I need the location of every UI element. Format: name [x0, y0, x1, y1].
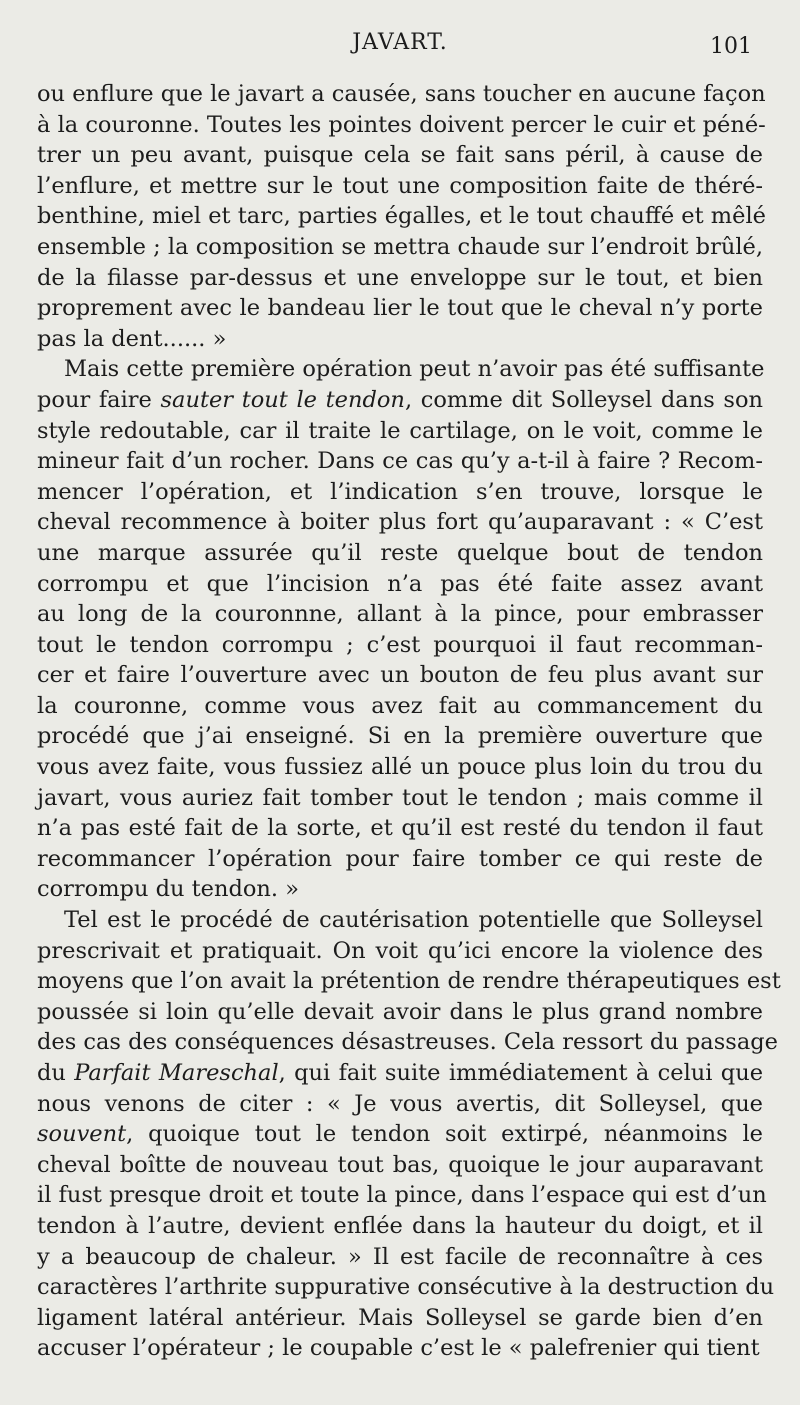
text-line: pas la dent...... »: [37, 325, 227, 352]
italic-text: Parfait Mareschal: [74, 1060, 279, 1086]
text-line: Tel est le procédé de cautérisation potentielle que Solleysel: [64, 907, 763, 934]
text-segment: pour faire: [37, 386, 161, 413]
text-line: vous avez faite, vous fussiez allé un pouce plus loin du trou du: [37, 754, 763, 781]
text-line: ou enflure que le javart a causée, sans toucher en aucune façon: [37, 81, 766, 107]
italic-text: sauter tout le tendon: [160, 386, 405, 413]
text-line: mencer l’opération, et l’indication s’en trouve, lorsque le: [37, 478, 763, 505]
text-line: [37, 1058, 763, 1089]
text-line: prescrivait et pratiquait. On voit qu’ici encore la violence des: [37, 937, 763, 964]
text-line: nous venons de citer : « Je vous avertis, dit Solleysel, que: [37, 1090, 763, 1117]
text-line: trer un peu avant, puisque cela se fait sans péril, à cause de: [37, 142, 763, 169]
page-header: [0, 30, 800, 64]
text-line: moyens que l’on avait la prétention de rendre thérapeutiques est: [37, 968, 781, 995]
text-line: ensemble ; la composition se mettra chaude sur l’endroit brûlé,: [37, 233, 763, 260]
text-line: y a beaucoup de chaleur. » Il est facile de reconnaître à ces: [37, 1243, 763, 1270]
italic-text: souvent: [37, 1121, 127, 1148]
text-line: poussée si loin qu’elle devait avoir dans le plus grand nombre: [37, 998, 763, 1025]
text-line: proprement avec le bandeau lier le tout que le cheval n’y porte: [37, 295, 763, 322]
text-line: tendon à l’autre, devient enflée dans la hauteur du doigt, et il: [37, 1212, 763, 1239]
text-line: style redoutable, car il traite le cartilage, on le voit, comme le: [37, 417, 763, 444]
text-line: de la filasse par-dessus et une enveloppe sur le tout, et bien: [37, 264, 763, 291]
text-segment: , qui fait suite immédiatement à celui que: [278, 1060, 764, 1086]
text-line: accuser l’opérateur ; le coupable c’est le « palefrenier qui tient: [37, 1335, 760, 1362]
text-line: ligament latéral antérieur. Mais Solleysel se garde bien d’en: [37, 1304, 763, 1331]
text-line: Mais cette première opération peut n’avoir pas été suffisante: [64, 356, 765, 383]
text-line: cheval boîtte de nouveau tout bas, quoique le jour auparavant: [37, 1151, 763, 1178]
text-line: cer et faire l’ouverture avec un bouton de feu plus avant sur: [37, 662, 763, 689]
running-title: JAVART.: [352, 30, 448, 55]
text-line: cheval recommence à boiter plus fort qu’auparavant : « C’est: [37, 509, 763, 536]
text-segment: du: [37, 1060, 75, 1086]
text-line: au long de la couronnne, allant à la pince, pour embrasser: [37, 601, 763, 628]
text-line: corrompu du tendon. »: [37, 876, 299, 903]
text-segment: , comme dit Solleysel dans son: [404, 386, 763, 413]
text-line: [37, 385, 763, 416]
text-line: tout le tendon corrompu ; c’est pourquoi il faut recomman-: [37, 631, 763, 658]
text-line: [37, 1119, 763, 1150]
text-line: corrompu et que l’incision n’a pas été faite assez avant: [37, 570, 763, 597]
text-line: à la couronne. Toutes les pointes doivent percer le cuir et péné-: [37, 111, 766, 138]
text-line: une marque assurée qu’il reste quelque bout de tendon: [37, 539, 763, 566]
text-line: la couronne, comme vous avez fait au commancement du: [37, 692, 763, 719]
text-line: des cas des conséquences désastreuses. Cela ressort du passage: [37, 1029, 778, 1056]
text-line: caractères l’arthrite suppurative consécutive à la destruction du: [37, 1274, 775, 1301]
text-line: n’a pas esté fait de la sorte, et qu’il est resté du tendon il faut: [37, 815, 763, 842]
text-line: l’enflure, et mettre sur le tout une composition faite de théré-: [37, 172, 763, 199]
text-line: il fust presque droit et toute la pince, dans l’espace qui est d’un: [37, 1182, 767, 1209]
text-line: mineur fait d’un rocher. Dans ce cas qu’y a-t-il à faire ? Recom-: [37, 448, 763, 475]
body-text: [37, 79, 781, 1364]
text-line: procédé que j’ai enseigné. Si en la première ouverture que: [37, 723, 763, 750]
text-line: benthine, miel et tarc, parties égalles, et le tout chauffé et mêlé: [37, 203, 766, 230]
page-number: 101: [710, 34, 752, 59]
text-segment: , quoique tout le tendon soit extirpé, néanmoins le: [126, 1121, 763, 1148]
text-line: javart, vous auriez fait tomber tout le tendon ; mais comme il: [37, 784, 763, 811]
text-line: recommancer l’opération pour faire tomber ce qui reste de: [37, 845, 763, 872]
